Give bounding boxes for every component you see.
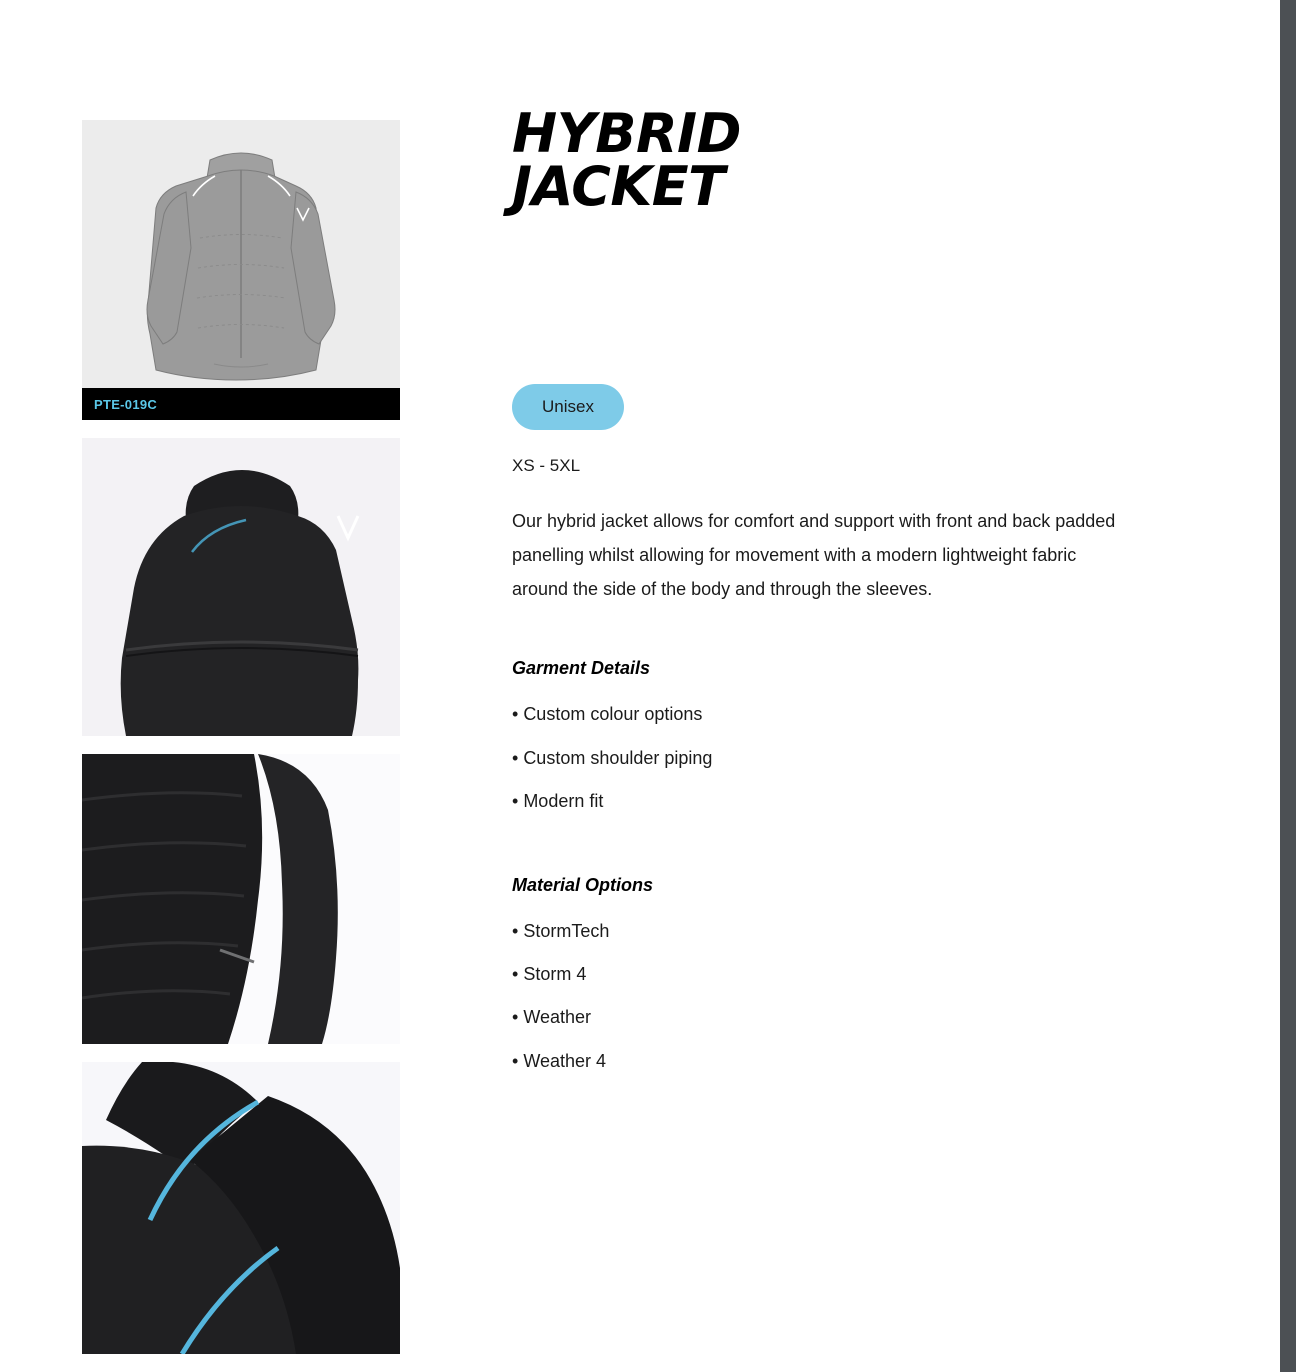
gallery-item-photo-shoulder-piping[interactable]: [82, 1062, 400, 1354]
material-options-heading: Material Options: [512, 874, 654, 895]
list-item: • Storm 4: [512, 953, 1152, 996]
page-scrollbar-track[interactable]: [1280, 0, 1296, 1372]
gallery-item-technical-drawing[interactable]: [82, 120, 400, 420]
list-item: • Custom shoulder piping: [512, 737, 1152, 780]
product-details: [512, 102, 1152, 1083]
product-title-line-2: JACKET: [512, 154, 725, 218]
product-title-line-1: HYBRID: [512, 102, 741, 165]
list-item: • Weather: [512, 996, 1152, 1039]
fit-badge: Unisex: [512, 384, 624, 430]
jacket-sleeve-photo: [82, 754, 400, 1044]
material-options-list: [512, 910, 1152, 1083]
list-item: • Weather 4: [512, 1040, 1152, 1083]
technical-drawing-image: [82, 120, 400, 388]
garment-details-heading: Garment Details: [512, 658, 651, 679]
list-item: • Custom colour options: [512, 693, 1152, 736]
page-title: [512, 102, 1152, 218]
product-description: Our hybrid jacket allows for comfort and support with front and back padded panelling whilst allowing for movement with a modern lightweight fabric around the side of the body and through the sleeves.: [512, 510, 1116, 600]
gallery-item-photo-back-view[interactable]: [82, 438, 400, 736]
product-image-gallery: [82, 120, 400, 1372]
product-code-bar: [82, 388, 400, 420]
size-range: XS - 5XL: [512, 455, 581, 475]
garment-details-list: [512, 693, 1152, 823]
gallery-item-photo-side-sleeve[interactable]: [82, 754, 400, 1044]
page-scrollbar-thumb[interactable]: [1280, 0, 1296, 1372]
product-code-label: PTE-019C: [94, 396, 158, 412]
list-item: • StormTech: [512, 910, 1152, 953]
jacket-back-photo: [82, 438, 400, 736]
jacket-technical-illustration: [82, 120, 400, 388]
jacket-shoulder-photo: [82, 1062, 400, 1354]
list-item: • Modern fit: [512, 780, 1152, 823]
